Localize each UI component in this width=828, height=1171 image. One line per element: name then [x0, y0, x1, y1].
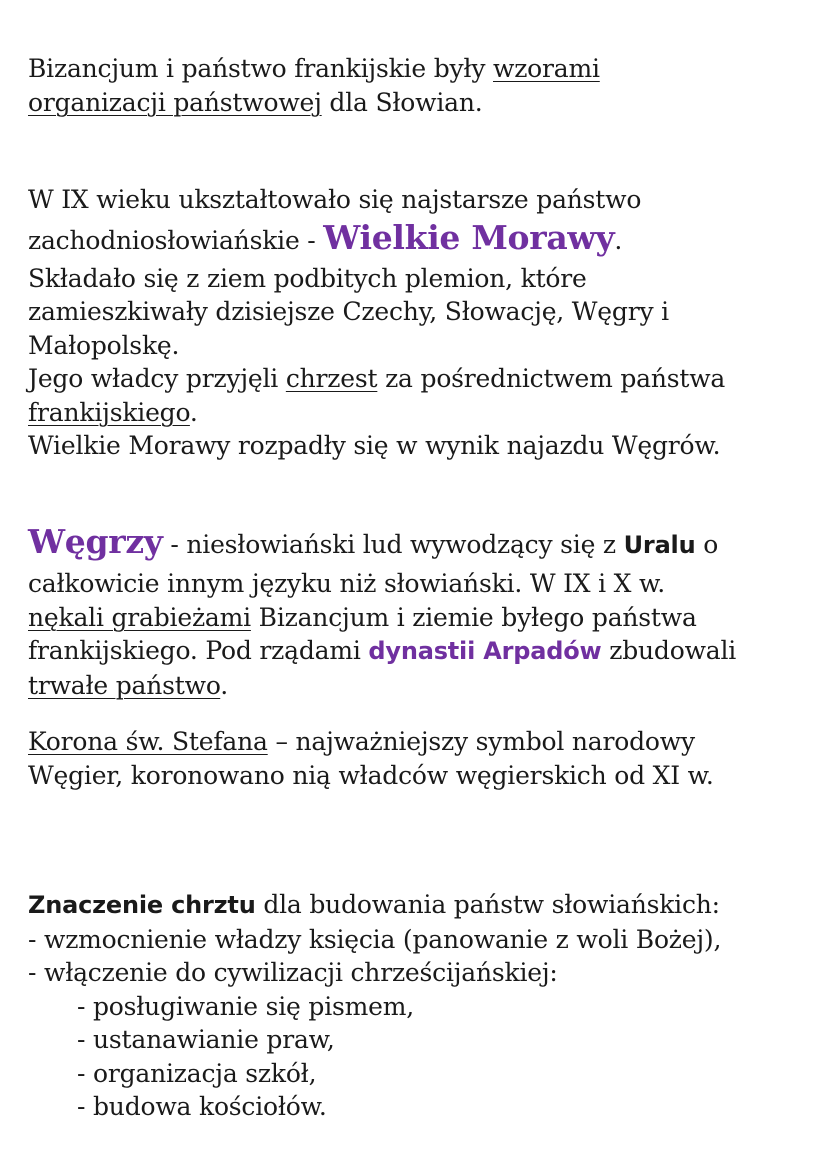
line	[28, 601, 808, 635]
line: całkowicie innym języku niż słowiański. W IX i X w.	[28, 569, 665, 598]
line	[28, 634, 808, 669]
underlined-text: frankijskiego	[28, 397, 190, 427]
paragraph-models	[28, 52, 808, 119]
sub-list-item: - organizacja szkół,	[77, 1058, 317, 1088]
underlined-text: organizacji państwowej	[28, 87, 322, 117]
line	[28, 362, 808, 396]
line	[28, 396, 808, 430]
text: zachodniosłowiańskie -	[28, 225, 324, 255]
underlined-text: trwałe państwo	[28, 670, 221, 700]
line	[28, 86, 808, 120]
highlight-arpad-dynasty: dynastii Arpadów	[368, 637, 602, 665]
underlined-text: Korona św. Stefana	[28, 727, 268, 756]
text: .	[220, 670, 228, 700]
sub-list-item: - ustanawianie praw,	[77, 1025, 335, 1054]
line: zamieszkiwały dzisiejsze Czechy, Słowację, Węgry i	[28, 297, 669, 326]
line	[28, 725, 808, 759]
line	[28, 669, 808, 703]
list-item: - włączenie do cywilizacji chrześcijańskiej:	[28, 958, 558, 987]
line: Małopolskę.	[28, 330, 180, 360]
line	[28, 520, 808, 567]
sub-list-item: - posługiwanie się pismem,	[77, 991, 414, 1021]
text: dla Słowian.	[321, 87, 483, 117]
highlight-great-moravia: Wielkie Morawy	[323, 217, 615, 257]
bold-text: Uralu	[623, 531, 696, 559]
line: Składało się z ziem podbitych plemion, które	[28, 263, 587, 293]
text: .	[614, 225, 623, 255]
text: dla budowania państw słowiańskich:	[255, 890, 720, 919]
line: Wielkie Morawy rozpadły się w wynik najazdu Węgrów.	[28, 431, 721, 460]
text: Bizancjum i ziemie byłego państwa	[250, 602, 697, 632]
text: Bizancjum i państwo frankijskie były	[28, 54, 493, 83]
paragraph-crown	[28, 725, 808, 792]
line: W IX wieku ukształtowało się najstarsze państwo	[28, 185, 642, 214]
sub-list-item: - budowa kościołów.	[77, 1092, 327, 1121]
list-item: - wzmocnienie władzy księcia (panowanie z woli Bożej),	[28, 924, 722, 954]
text: frankijskiego. Pod rządami	[28, 636, 369, 665]
underlined-text: chrzest	[285, 364, 378, 393]
text: .	[189, 397, 198, 427]
line: Węgier, koronowano nią władców węgierskich od XI w.	[28, 760, 714, 790]
text: - niesłowiański lud wywodzący się z	[162, 530, 624, 559]
underlined-text: nękali grabieżami	[28, 602, 251, 632]
paragraph-baptism	[28, 888, 808, 1124]
text: zbudowali	[601, 636, 737, 665]
text: – najważniejszy symbol narodowy	[267, 727, 695, 756]
highlight-hungarians: Węgrzy	[28, 522, 163, 561]
paragraph-hungarians	[28, 520, 808, 702]
paragraph-great-moravia	[28, 183, 808, 463]
text: Jego władcy przyjęli	[28, 364, 286, 393]
bold-text: Znaczenie chrztu	[28, 891, 256, 919]
text: za pośrednictwem państwa	[377, 364, 726, 393]
line	[28, 217, 808, 262]
text: o	[695, 530, 719, 559]
underlined-text: wzorami	[493, 54, 600, 83]
line	[28, 52, 808, 86]
line	[28, 888, 808, 923]
